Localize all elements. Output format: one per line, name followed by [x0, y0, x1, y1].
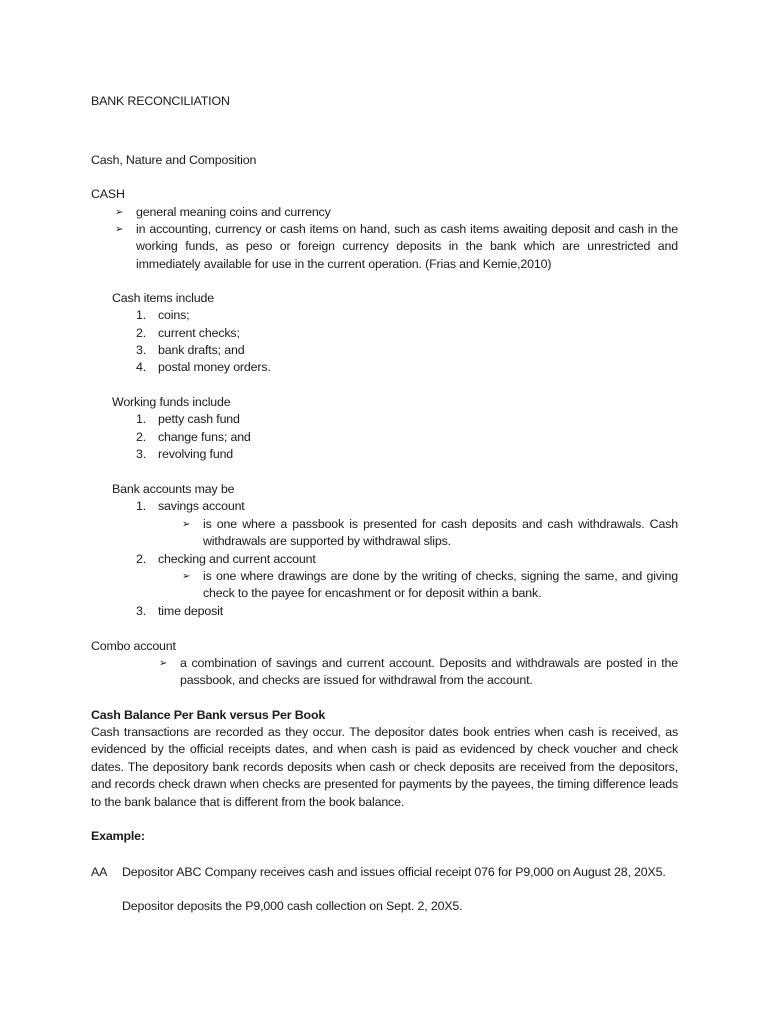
arrow-bullet-icon: ➢ — [159, 658, 168, 669]
list-item: petty cash fund — [158, 412, 240, 426]
example-heading: Example: — [91, 829, 145, 843]
arrow-bullet-icon: ➢ — [182, 571, 191, 582]
bank-accounts-heading: Bank accounts may be — [112, 482, 235, 496]
checking-account-note: is one where drawings are done by the writing of checks, signing the same, and giving check to the payee for encashment or for deposit within a bank. — [203, 569, 678, 601]
working-funds-heading: Working funds include — [112, 395, 231, 409]
example-label: AA — [91, 865, 108, 879]
combo-note: a combination of savings and current account. Deposits and withdrawals are posted in the passbook, and checks are issued for withdrawal from the account. — [180, 656, 678, 688]
list-number: 2. — [136, 326, 147, 340]
arrow-bullet-icon: ➢ — [115, 207, 124, 218]
arrow-bullet-icon: ➢ — [115, 224, 124, 235]
example-line-1: Depositor ABC Company receives cash and issues official receipt 076 for P9,000 on August 28, 20X5. — [122, 865, 666, 879]
cash-heading: CASH — [91, 187, 125, 201]
cash-bullet-2: in accounting, currency or cash items on hand, such as cash items awaiting deposit and cash in the working funds, as peso or foreign currency deposits in the bank which are unrestricted and immediately available for use in the current operation. (Frias and Kemie,2010) — [136, 222, 678, 271]
list-item: revolving fund — [158, 447, 234, 461]
list-item: checking and current account — [158, 552, 316, 566]
list-item: current checks; — [158, 326, 240, 340]
list-item: change funs; and — [158, 430, 251, 444]
cash-balance-heading: Cash Balance Per Bank versus Per Book — [91, 708, 326, 722]
list-number: 1. — [136, 499, 147, 513]
list-number: 3. — [136, 447, 147, 461]
list-item: time deposit — [158, 604, 224, 618]
example-line-2: Depositor deposits the P9,000 cash collection on Sept. 2, 20X5. — [122, 899, 463, 913]
list-number: 4. — [136, 360, 147, 374]
document-title: BANK RECONCILIATION — [91, 94, 230, 108]
list-number: 3. — [136, 604, 147, 618]
list-number: 1. — [136, 308, 147, 322]
section-heading: Cash, Nature and Composition — [91, 153, 257, 167]
combo-heading: Combo account — [91, 639, 176, 653]
list-item: bank drafts; and — [158, 343, 245, 357]
list-item: savings account — [158, 499, 245, 513]
arrow-bullet-icon: ➢ — [182, 519, 191, 530]
list-number: 2. — [136, 430, 147, 444]
list-item: postal money orders. — [158, 360, 271, 374]
cash-bullet-1: general meaning coins and currency — [136, 205, 331, 219]
savings-account-note: is one where a passbook is presented for cash deposits and cash withdrawals. Cash withdrawals are supported by withdrawal slips. — [203, 517, 678, 549]
list-item: coins; — [158, 308, 190, 322]
list-number: 3. — [136, 343, 147, 357]
cash-items-heading: Cash items include — [112, 291, 214, 305]
cash-balance-paragraph: Cash transactions are recorded as they occur. The depositor dates book entries when cash is received, as evidenced by the official receipts dates, and when cash is paid as evidenced by check voucher and check dates. The depository bank records deposits when cash or check deposits are received from the depositors, and records check drawn when checks are presented for payments by the payees, the timing difference leads to the bank balance that is different from the book balance. — [91, 725, 678, 809]
list-number: 2. — [136, 552, 147, 566]
list-number: 1. — [136, 412, 147, 426]
